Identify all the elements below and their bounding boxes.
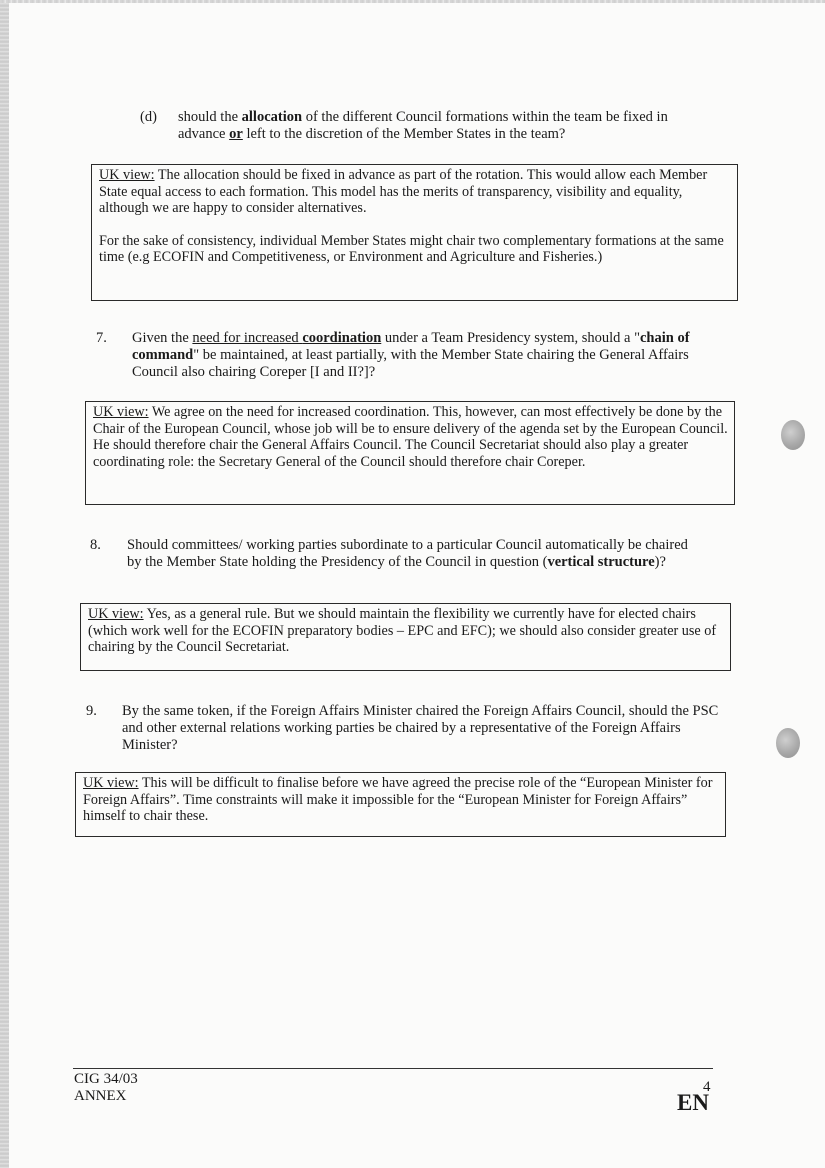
- question-text: should the allocation of the different Council formations within the team be fixed in advance or left to the discretion of the Member States in the team?: [178, 109, 668, 142]
- uk-view-text: Yes, as a general rule. But we should maintain the flexibility we currently have for elected chairs (which work well for the ECOFIN preparatory bodies – EPC and EFC); we should also consider greater use of chairing by the Council Secretariat.: [88, 606, 717, 656]
- uk-view-box-d: [91, 164, 738, 301]
- question-d: [140, 109, 720, 145]
- question-8: [90, 537, 700, 591]
- punch-hole-upper: [781, 420, 805, 450]
- footer-doc-ref: CIG 34/03: [74, 1071, 138, 1087]
- footer-annex: ANNEX: [74, 1088, 127, 1104]
- question-number: 9.: [86, 703, 97, 719]
- question-text: By the same token, if the Foreign Affairs Minister chaired the Foreign Affairs Council, should the PSC and other external relations working parties be chaired by a representative of the Foreign Affairs Minister?: [122, 703, 719, 753]
- uk-view-label: UK view:: [99, 167, 155, 183]
- question-9: [86, 703, 726, 757]
- uk-view-label: UK view:: [88, 606, 144, 622]
- language-code: EN: [677, 1090, 709, 1115]
- question-number: 8.: [90, 537, 101, 553]
- scan-edge: [0, 0, 9, 1168]
- punch-hole-lower: [776, 728, 800, 758]
- question-7: [96, 330, 726, 384]
- question-text: Given the need for increased coordination under a Team Presidency system, should a "chain of command" be maintained, at least partially, with the Member State chairing the General Affairs Council also chairing Coreper [I and II?]?: [132, 330, 690, 380]
- uk-view-text: This will be difficult to finalise before we have agreed the precise role of the “European Minister for Foreign Affairs”. Time constraints will make it impossible for the “European Minister for Foreign Affairs” himself to chair these.: [83, 775, 713, 825]
- page-number: 4: [703, 1079, 711, 1095]
- uk-view-box-9: [75, 772, 726, 837]
- uk-view-text: We agree on the need for increased coordination. This, however, can most effectively be done by the Chair of the European Council, whose job will be to ensure delivery of the agenda set by the European Council. He should therefore chair the General Affairs Council. The Council Secretariat should also play a greater coordinating role: the Secretary General of the Council should therefore chair Coreper.: [93, 404, 728, 470]
- question-number: (d): [140, 109, 157, 125]
- uk-view-text: The allocation should be fixed in advance as part of the rotation. This would allow each Member State equal access to each formation. This model has the merits of transparency, visibility and equality, although we are happy to consider alternatives.: [99, 167, 708, 217]
- uk-view-box-7: [85, 401, 735, 505]
- footer-rule: [73, 1068, 713, 1069]
- scan-top-edge: [0, 0, 825, 3]
- uk-view-text-2: For the sake of consistency, individual Member States might chair two complementary formations at the same time (e.g ECOFIN and Competitiveness, or Environment and Agriculture and Fisheries.): [99, 232, 724, 266]
- question-number: 7.: [96, 330, 107, 346]
- uk-view-label: UK view:: [83, 775, 139, 791]
- uk-view-box-8: [80, 603, 731, 671]
- uk-view-label: UK view:: [93, 404, 149, 420]
- question-text: Should committees/ working parties subordinate to a particular Council automatically be chaired by the Member State holding the Presidency of the Council in question (vertical structure)?: [127, 537, 688, 570]
